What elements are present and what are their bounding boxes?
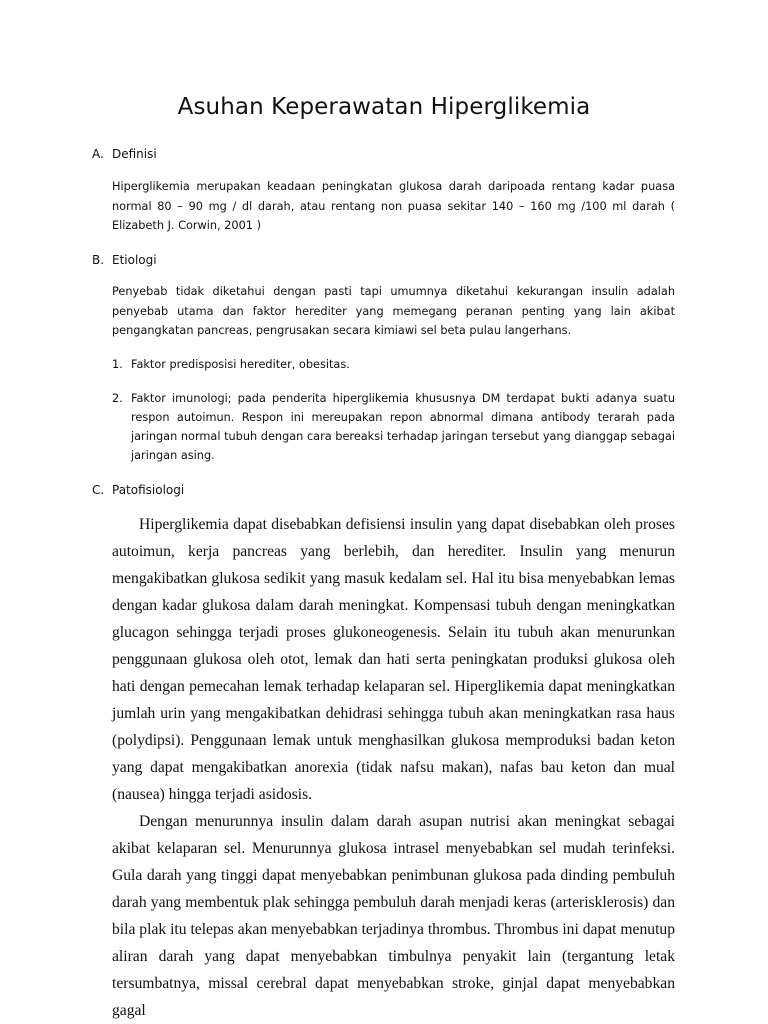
section-heading-text: Definisi: [112, 147, 157, 161]
section-marker: B.: [92, 253, 105, 267]
section-marker: C.: [92, 483, 105, 497]
list-item-number: 2.: [112, 392, 123, 405]
document-title: Asuhan Keperawatan Hiperglikemia: [177, 94, 591, 120]
list-item: [112, 355, 675, 374]
patofisiologi-body: [112, 511, 675, 1024]
list-item: [112, 389, 675, 465]
section-heading-definisi: [92, 147, 157, 161]
definisi-paragraph: Hiperglikemia merupakan keadaan peningkatan glukosa darah daripoada rentang kadar puasa normal 80 – 90 mg / dl darah, atau rentang non puasa sekitar 140 – 160 mg /100 ml darah ( Elizabeth J. Corwin, 2001 ): [112, 180, 675, 233]
section-heading-patofisiologi: [92, 483, 184, 497]
list-item-number: 1.: [112, 358, 123, 371]
patofisiologi-paragraph: Hiperglikemia dapat disebabkan defisiensi insulin yang dapat disebabkan oleh proses autoimun, kerja pancreas yang berlebih, dan herediter. Insulin yang menurun mengakibatkan glukosa sedikit yang masuk kedalam sel. Hal itu bisa menyebabkan lemas dengan kadar glukosa dalam darah meningkat. Kompensasi tubuh dengan meningkatkan glucagon sehingga terjadi proses glukoneogenesis. Selain itu tubuh akan menurunkan penggunaan glukosa oleh otot, lemak dan hati serta peningkatan produksi glukosa oleh hati dengan pemecahan lemak terhadap kelaparan sel. Hiperglikemia dapat meningkatkan jumlah urin yang mengakibatkan dehidrasi sehingga tubuh akan meningkatkan rasa haus (polydipsi). Penggunaan lemak untuk menghasilkan glukosa memproduksi badan keton yang dapat mengakibatkan anorexia (tidak nafsu makan), nafas bau keton dan mual (nausea) hingga terjadi asidosis.: [112, 516, 675, 803]
section-marker: A.: [92, 147, 104, 161]
patofisiologi-paragraph: Dengan menurunnya insulin dalam darah asupan nutrisi akan meningkat sebagai akibat kelaparan sel. Menurunnya glukosa intrasel menyebabkan sel mudah terinfeksi. Gula darah yang tinggi dapat menyebabkan penimbunan glukosa pada dinding pembuluh darah yang membentuk plak sehingga pembuluh darah menjadi keras (arterisklerosis) dan bila plak itu telepas akan menyebabkan terjadinya thrombus. Thrombus ini dapat menutup aliran darah yang dapat menyebabkan timbulnya penyakit lain (tergantung letak tersumbatnya, missal cerebral dapat menyebabkan stroke, ginjal dapat menyebabkan gagal: [112, 813, 675, 1019]
list-item-text: Faktor imunologi; pada penderita hiperglikemia khususnya DM terdapat bukti adanya suatu respon autoimun. Respon ini mereupakan repon abnormal dimana antibody terarah pada jaringan normal tubuh dengan cara bereaksi terhadap jaringan tersebut yang dianggap sebagai jaringan asing.: [131, 392, 675, 462]
section-heading-text: Patofisiologi: [112, 483, 185, 497]
section-heading-text: Etiologi: [112, 253, 157, 267]
section-heading-etiologi: [92, 253, 157, 267]
etiologi-paragraph: Penyebab tidak diketahui dengan pasti tapi umumnya diketahui kekurangan insulin adalah penyebab utama dan faktor herediter yang memegang peranan penting yang lain akibat pengangkatan pancreas, pengrusakan secara kimiawi sel beta pulau langerhans.: [112, 285, 675, 338]
list-item-text: Faktor predisposisi herediter, obesitas.: [131, 358, 350, 371]
